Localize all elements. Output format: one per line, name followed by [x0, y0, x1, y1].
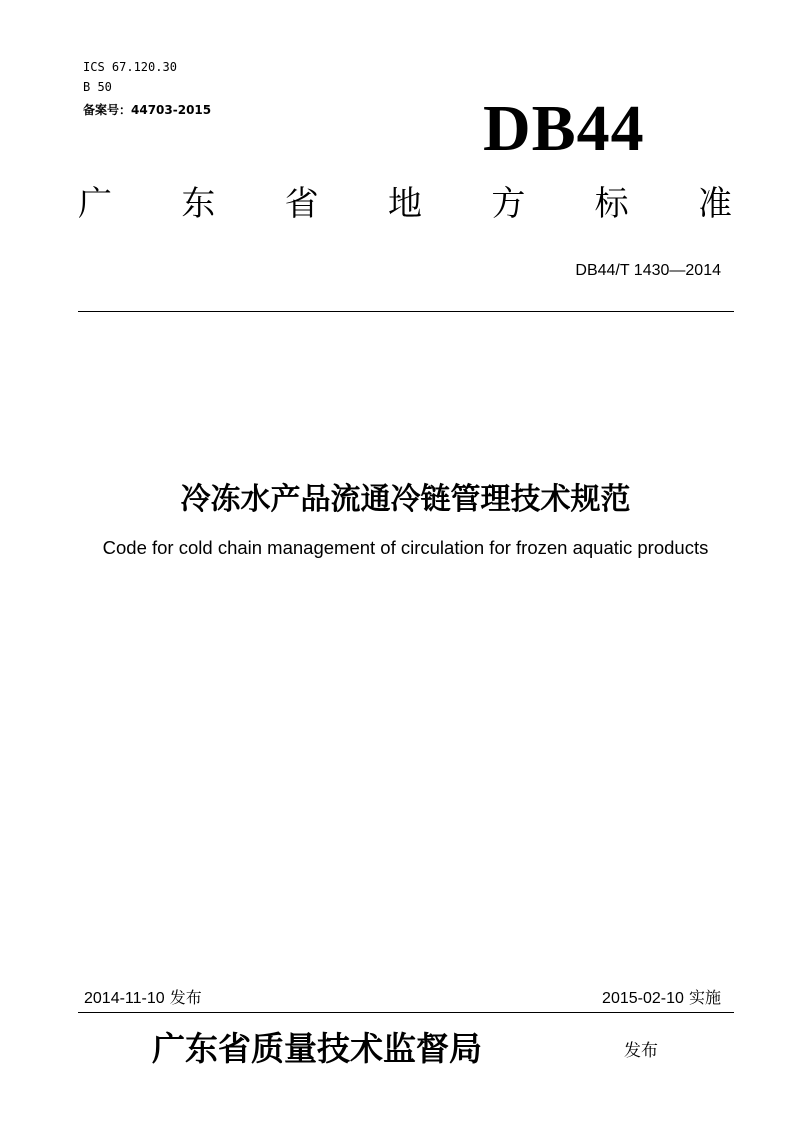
implement-date: 2015-02-10	[602, 990, 684, 1007]
issue-date-line	[84, 985, 202, 1008]
standard-number: DB44/T 1430—2014	[575, 262, 721, 279]
standard-type-heading	[78, 184, 732, 224]
standard-type-char: 省	[284, 184, 319, 224]
title-english: Code for cold chain management of circulation for frozen aquatic products	[102, 537, 709, 558]
db-logo: DB44	[483, 92, 645, 165]
implement-date-line	[602, 985, 721, 1008]
standard-type-char: 地	[387, 184, 422, 224]
issuer-label: 发布	[624, 1041, 658, 1061]
ccs-code: B 50	[83, 80, 112, 94]
standard-type-char: 标	[594, 184, 629, 224]
footer-divider	[78, 1012, 734, 1013]
standard-type-char: 东	[181, 184, 216, 224]
implement-date-label: 实施	[688, 988, 721, 1007]
standard-type-char: 广	[78, 184, 112, 224]
issue-date-label: 发布	[169, 988, 202, 1007]
title-chinese: 冷冻水产品流通冷链管理技术规范	[180, 482, 631, 517]
ics-code: ICS 67.120.30	[83, 60, 177, 74]
record-number: 备案号：44703-2015	[83, 103, 212, 117]
issuing-authority: 广东省质量技术监督局	[152, 1029, 482, 1068]
header-divider	[78, 311, 734, 312]
standard-type-char: 方	[491, 184, 526, 224]
standard-type-char: 准	[697, 184, 732, 224]
issue-date: 2014-11-10	[84, 990, 165, 1007]
